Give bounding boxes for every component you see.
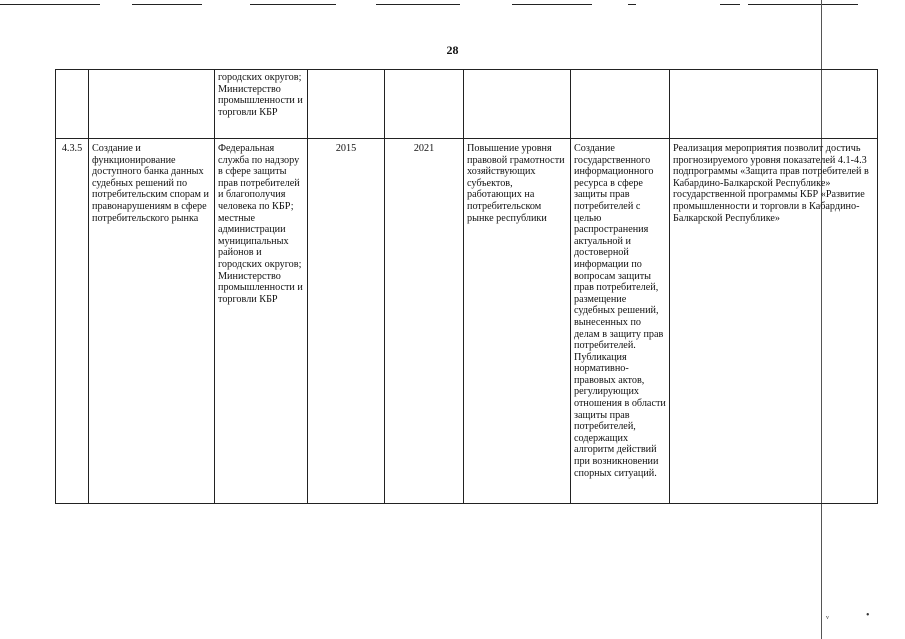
header-rule	[628, 4, 636, 5]
table-row-continuation	[56, 70, 878, 139]
executors: Федеральная служба по надзору в сфере защиты прав потребителей и благополучия человека по КБР; местные администрации муниципальных районов и городских округов; Министерство промышленности и торговли КБР	[215, 139, 308, 504]
row-number: 4.3.5	[56, 139, 89, 504]
expected-result: Повышение уровня правовой грамотности хозяйствующих субъектов, работающих на потребительском рынке республики	[464, 139, 571, 504]
header-rule	[250, 4, 336, 5]
header-rule	[748, 4, 858, 5]
scan-speck: •	[866, 610, 870, 621]
event-name: Создание и функционирование доступного банка данных судебных решений по потребительским спорам и правонарушениям в сфере потребительского рынка	[89, 139, 215, 504]
header-rule	[376, 4, 460, 5]
table-cell	[571, 70, 670, 139]
main-directions: Создание государственного информационного ресурса в сфере защиты прав потребителей с целью распространения актуальной и достоверной информации по вопросам защиты прав потребителей, размещение судебных решений, вынесенных по делам в защиту прав потребителей. Публикация нормативно-правовых актов, регулирующих отношения в области защиты прав потребителей, содержащих алгоритм действий при возникновении спорных ситуаций.	[571, 139, 670, 504]
table-row	[56, 139, 878, 504]
header-rule	[512, 4, 592, 5]
header-rule	[0, 4, 100, 5]
table-cell	[385, 70, 464, 139]
page-number: 28	[446, 43, 459, 57]
table-cell: городских округов; Министерство промышленности и торговли КБР	[215, 70, 308, 139]
table-cell	[56, 70, 89, 139]
table-cell	[670, 70, 878, 139]
table-cell	[308, 70, 385, 139]
table-cell	[89, 70, 215, 139]
program-table	[55, 69, 878, 504]
header-rule	[720, 4, 740, 5]
header-rule	[132, 4, 202, 5]
table-cell	[464, 70, 571, 139]
start-year: 2015	[308, 139, 385, 504]
scan-speck: ᵥ	[826, 610, 829, 621]
relation-to-indicators: Реализация мероприятия позволит достичь прогнозируемого уровня показателей 4.1-4.3 подпрограммы «Защита прав потребителей в Кабардино-Балкарской Республике» государственной программы КБР «Развитие промышленности и торговли в Кабардино-Балкарской Республике»	[670, 139, 878, 504]
end-year: 2021	[385, 139, 464, 504]
